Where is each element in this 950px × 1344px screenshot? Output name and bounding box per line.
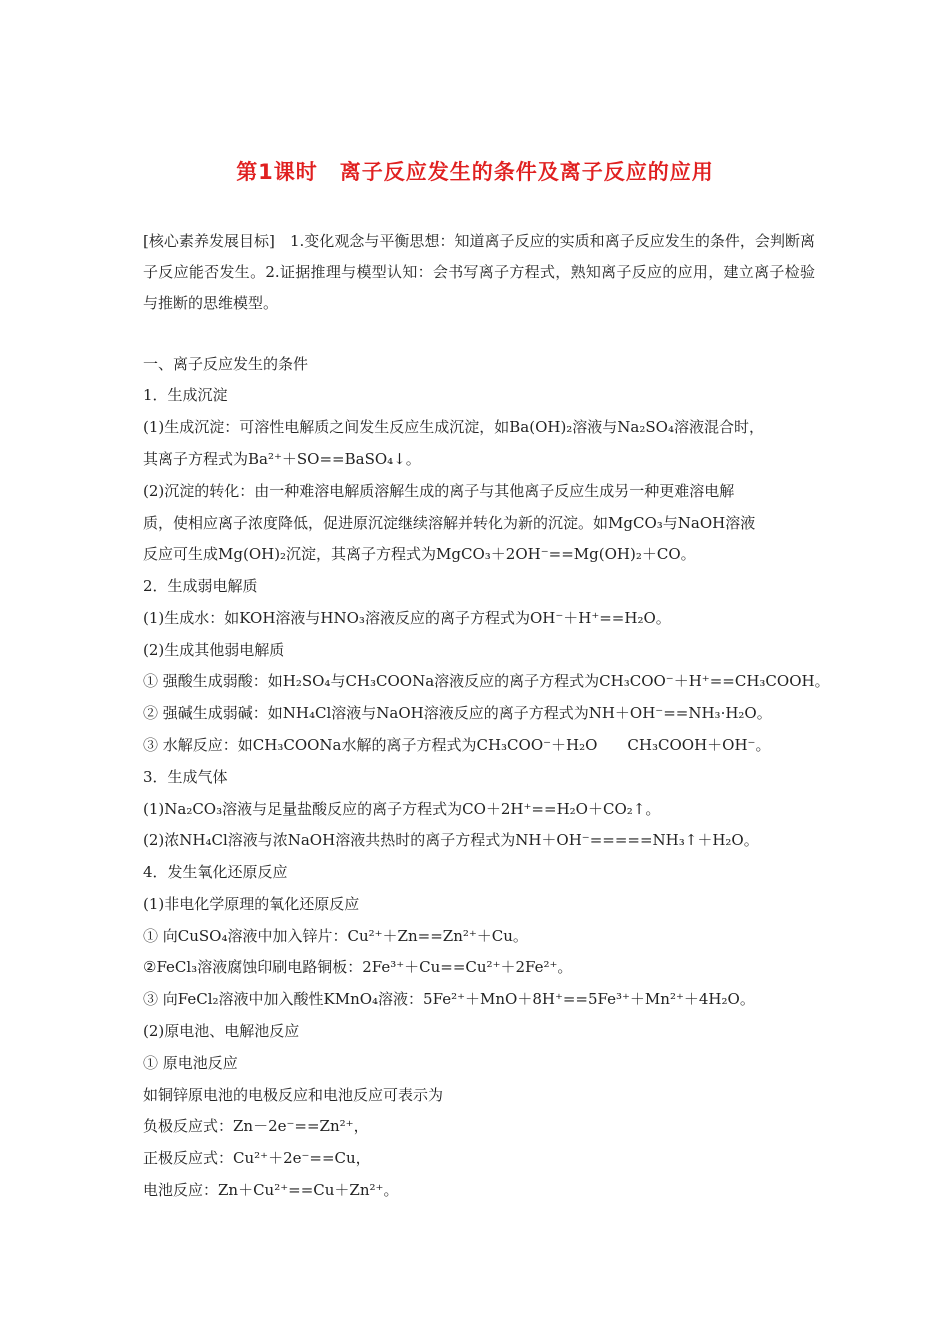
text-line: 如铜锌原电池的电极反应和电池反应可表示为 [143, 1086, 444, 1104]
learning-objectives: [核心素养发展目标] 1.变化观念与平衡思想：知道离子反应的实质和离子反应发生的条件，会判断离子反应能否发生。2.证据推理与模型认知：会书写离子方程式，熟知离子反应的应用，建立离子检验与推断的思维模型。 [143, 232, 815, 312]
subsection-heading: 4．发生氧化还原反应 [143, 863, 288, 881]
text-line: 负极反应式：Zn－2e⁻==Zn²⁺， [143, 1117, 369, 1135]
subsection-heading: 2．生成弱电解质 [143, 577, 258, 595]
text-line: (2)原电池、电解池反应 [143, 1022, 300, 1040]
text-line: ③ 水解反应：如CH₃COONa水解的离子方程式为CH₃COO⁻＋H₂O CH₃COOH＋OH⁻。 [143, 736, 771, 754]
text-line: (1)非电化学原理的氧化还原反应 [143, 895, 360, 913]
text-line: (2)生成其他弱电解质 [143, 641, 285, 659]
page-title: 第1课时 离子反应发生的条件及离子反应的应用 [236, 160, 714, 184]
subsection-heading: 3．生成气体 [143, 768, 228, 786]
text-line: (1)生成水：如KOH溶液与HNO₃溶液反应的离子方程式为OH⁻＋H⁺==H₂O。 [143, 609, 671, 627]
text-line: ② 强碱生成弱碱：如NH₄Cl溶液与NaOH溶液反应的离子方程式为NH＋OH⁻==NH₃·H₂O。 [143, 704, 772, 722]
text-line: 其离子方程式为Ba²⁺＋SO==BaSO₄↓。 [143, 450, 421, 468]
text-line: (2)浓NH₄Cl溶液与浓NaOH溶液共热时的离子方程式为NH＋OH⁻=====NH₃↑＋H₂O。 [143, 831, 759, 849]
text-line: ③ 向FeCl₂溶液中加入酸性KMnO₄溶液：5Fe²⁺＋MnO＋8H⁺==5Fe³⁺＋Mn²⁺＋4H₂O。 [143, 990, 755, 1008]
text-line: (1)生成沉淀：可溶性电解质之间发生反应生成沉淀，如Ba(OH)₂溶液与Na₂SO₄溶液混合时， [143, 418, 764, 436]
section-heading: 一、离子反应发生的条件 [143, 355, 309, 373]
text-line: ① 强酸生成弱酸：如H₂SO₄与CH₃COONa溶液反应的离子方程式为CH₃COO⁻＋H⁺==CH₃COOH。 [143, 672, 830, 690]
text-line: 反应可生成Mg(OH)₂沉淀，其离子方程式为MgCO₃＋2OH⁻==Mg(OH)₂＋CO。 [143, 545, 696, 563]
text-line: ②FeCl₃溶液腐蚀印刷电路铜板：2Fe³⁺＋Cu==Cu²⁺＋2Fe²⁺。 [143, 958, 573, 976]
text-line: 正极反应式：Cu²⁺＋2e⁻==Cu， [143, 1149, 371, 1167]
text-line: 电池反应：Zn＋Cu²⁺==Cu＋Zn²⁺。 [143, 1181, 399, 1199]
text-line: ① 向CuSO₄溶液中加入锌片：Cu²⁺＋Zn==Zn²⁺＋Cu。 [143, 927, 528, 945]
text-line: 质，使相应离子浓度降低，促进原沉淀继续溶解并转化为新的沉淀。如MgCO₃与NaOH溶液 [143, 514, 756, 532]
text-line: ① 原电池反应 [143, 1054, 238, 1072]
text-line: (1)Na₂CO₃溶液与足量盐酸反应的离子方程式为CO＋2H⁺==H₂O＋CO₂↑。 [143, 800, 661, 818]
text-line: (2)沉淀的转化：由一种难溶电解质溶解生成的离子与其他离子反应生成另一种更难溶电解 [143, 482, 735, 500]
subsection-heading: 1．生成沉淀 [143, 386, 228, 404]
